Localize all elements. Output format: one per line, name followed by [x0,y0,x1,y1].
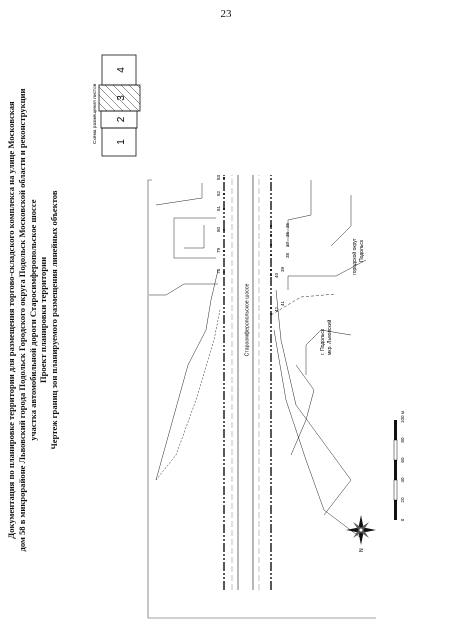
drawing-frame [148,180,376,618]
sheet-scheme [92,55,140,156]
marker-82: 82 [216,190,221,196]
scale-tick-100: 100 м [400,410,405,424]
district-labels [320,238,365,355]
marker-39: 39 [280,266,285,272]
parcels-north [149,183,220,480]
title-line-4: Проект планировки территории [38,256,49,384]
site-plan-drawing [6,10,446,630]
city-label: г. Подольск [320,328,326,355]
sheet-3-label: 3 [116,95,127,101]
title-line-1: Документация по планировке территории для размещения торгово-складского комплекса на улице Московская [6,101,16,539]
okrug-label-line-1: городской округ [352,238,358,275]
marker-81: 81 [216,205,221,211]
okrug-label-line-2: Подольск [359,239,365,262]
title-line-2: дом 58 в микрорайоне Львовский города Подольск Городского округа Подольск Московской области и реконструкции [16,88,27,552]
rotated-sheet [6,10,446,630]
marker-38: 38 [285,252,290,258]
north-label: N [359,548,365,552]
scheme-caption: Схема размещения листов [93,83,98,144]
scale-tick-0: 0 [400,518,405,522]
scale-tick-60: 60 [400,457,405,463]
marker-37: 37 [285,241,290,247]
marker-42: 42 [274,306,279,312]
scale-bar [394,411,405,521]
road-corridor [224,175,271,590]
scale-tick-80: 80 [400,437,405,443]
sheet-4-label: 4 [116,67,127,73]
microdistrict-label: мкр. Львовский [327,319,333,355]
scale-tick-40: 40 [400,477,405,483]
sheet-2-label: 2 [116,116,127,123]
marker-35: 35 [285,222,290,228]
marker-41: 41 [280,300,285,306]
marker-40: 40 [274,272,279,278]
title-line-3: участка автомобильной дороги Старосимферопольское шоссе [27,199,38,441]
bottom-boundary-markers [270,222,290,315]
marker-36: 36 [285,231,290,237]
marker-78: 78 [216,268,221,274]
scale-tick-20: 20 [400,497,405,503]
title-line-5: Чертеж границ зон планируемого размещения линейных объектов [49,190,60,450]
marker-83: 83 [216,174,221,180]
north-arrow-icon [346,515,376,552]
page-number: 23 [220,8,232,20]
road-name-label: Староомферопольское шоссе [244,283,251,357]
sheet-1-label: 1 [116,139,127,145]
marker-80: 80 [216,226,221,232]
marker-79: 79 [216,247,221,253]
